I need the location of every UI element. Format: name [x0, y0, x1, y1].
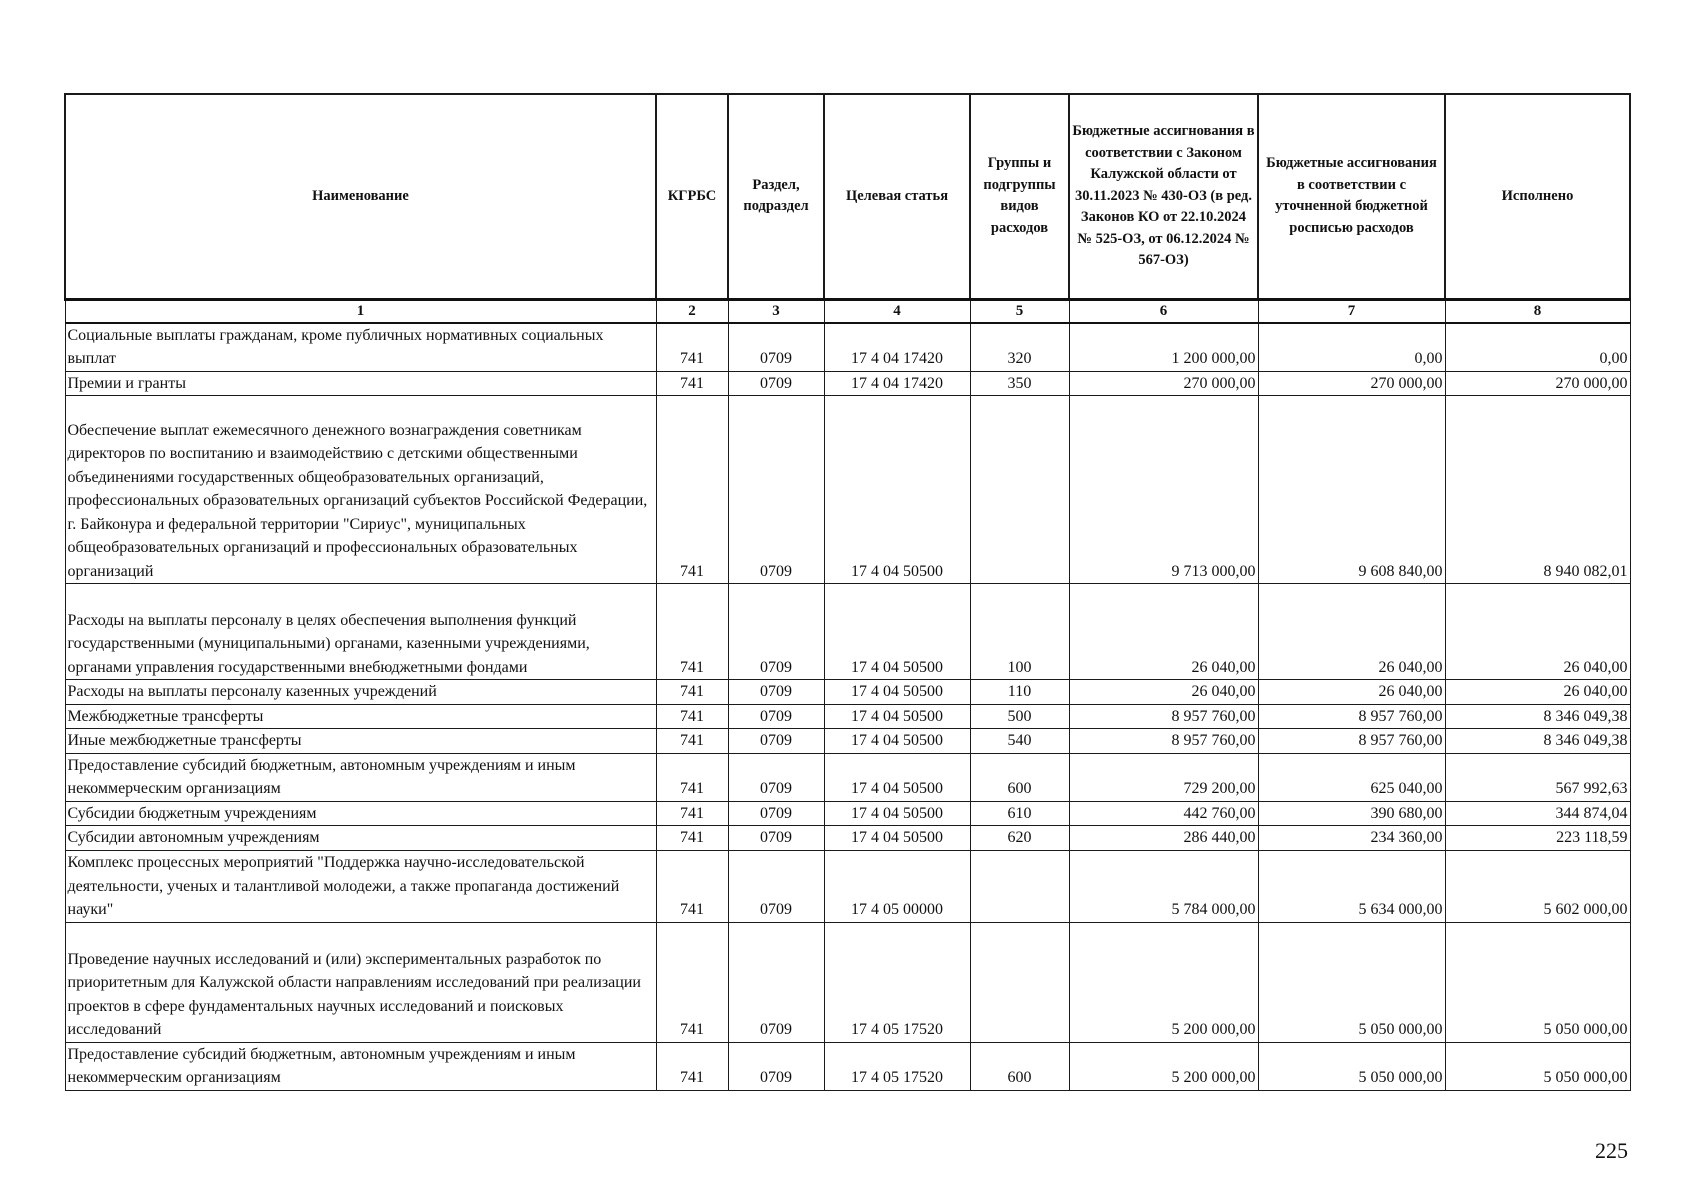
row-law-amount: 270 000,00	[1069, 371, 1258, 396]
row-group: 540	[970, 729, 1069, 754]
row-name: Субсидии бюджетным учреждениям	[65, 801, 656, 826]
row-section: 0709	[728, 922, 824, 1042]
table-row	[65, 396, 1630, 584]
row-section: 0709	[728, 584, 824, 680]
header-target: Целевая статья	[824, 94, 970, 299]
row-kgrbs: 741	[656, 850, 728, 922]
row-section: 0709	[728, 729, 824, 754]
row-kgrbs: 741	[656, 680, 728, 705]
row-refined-amount: 625 040,00	[1258, 753, 1445, 801]
row-target: 17 4 05 17520	[824, 922, 970, 1042]
row-executed-amount: 8 346 049,38	[1445, 704, 1630, 729]
row-executed-amount: 567 992,63	[1445, 753, 1630, 801]
header-section: Раздел, подраздел	[728, 94, 824, 299]
row-group	[970, 396, 1069, 584]
row-group: 320	[970, 323, 1069, 372]
budget-table	[64, 93, 1631, 1091]
table-body	[65, 299, 1630, 1090]
row-law-amount: 9 713 000,00	[1069, 396, 1258, 584]
row-target: 17 4 04 50500	[824, 396, 970, 584]
row-refined-amount: 26 040,00	[1258, 680, 1445, 705]
row-target: 17 4 04 50500	[824, 584, 970, 680]
row-kgrbs: 741	[656, 826, 728, 851]
row-refined-amount: 5 050 000,00	[1258, 922, 1445, 1042]
row-section: 0709	[728, 826, 824, 851]
row-section: 0709	[728, 680, 824, 705]
row-target: 17 4 04 17420	[824, 323, 970, 372]
row-executed-amount: 8 346 049,38	[1445, 729, 1630, 754]
row-executed-amount: 5 050 000,00	[1445, 1042, 1630, 1090]
row-law-amount: 1 200 000,00	[1069, 323, 1258, 372]
row-group: 600	[970, 753, 1069, 801]
row-name: Проведение научных исследований и (или) экспериментальных разработок по приоритетным для Калужской области направлениям исследований при реализации проектов в сфере фундаментальных научных исследований и поисковых исследований	[65, 922, 656, 1042]
row-section: 0709	[728, 850, 824, 922]
table-row	[65, 323, 1630, 372]
row-name: Премии и гранты	[65, 371, 656, 396]
row-law-amount: 5 200 000,00	[1069, 922, 1258, 1042]
row-target: 17 4 05 00000	[824, 850, 970, 922]
row-name: Предоставление субсидий бюджетным, автономным учреждениям и иным некоммерческим организациям	[65, 753, 656, 801]
table-row	[65, 371, 1630, 396]
row-target: 17 4 05 17520	[824, 1042, 970, 1090]
row-target: 17 4 04 50500	[824, 753, 970, 801]
table-row	[65, 922, 1630, 1042]
row-name: Обеспечение выплат ежемесячного денежного вознаграждения советникам директоров по воспитанию и взаимодействию с детскими общественными объединениями государственных общеобразовательных организаций, профессиональных образовательных организаций субъектов Российской Федерации, г. Байконура и федеральной территории "Сириус", муниципальных общеобразовательных организаций и профессиональных образовательных организаций	[65, 396, 656, 584]
table-row	[65, 801, 1630, 826]
row-refined-amount: 5 050 000,00	[1258, 1042, 1445, 1090]
row-refined-amount: 234 360,00	[1258, 826, 1445, 851]
row-law-amount: 729 200,00	[1069, 753, 1258, 801]
row-target: 17 4 04 50500	[824, 826, 970, 851]
table-row	[65, 680, 1630, 705]
row-refined-amount: 8 957 760,00	[1258, 704, 1445, 729]
row-executed-amount: 26 040,00	[1445, 680, 1630, 705]
table-row	[65, 704, 1630, 729]
row-executed-amount: 223 118,59	[1445, 826, 1630, 851]
header-law-allocations: Бюджетные ассигнования в соответствии с Законом Калужской области от 30.11.2023 № 430-ОЗ (в ред. Законов КО от 22.10.2024 № 525-ОЗ, от 06.12.2024 № 567-ОЗ)	[1069, 94, 1258, 299]
row-kgrbs: 741	[656, 922, 728, 1042]
table-row	[65, 729, 1630, 754]
column-number: 3	[728, 299, 824, 323]
row-group	[970, 922, 1069, 1042]
row-law-amount: 442 760,00	[1069, 801, 1258, 826]
column-number-row	[65, 299, 1630, 323]
row-section: 0709	[728, 323, 824, 372]
row-group: 620	[970, 826, 1069, 851]
row-kgrbs: 741	[656, 801, 728, 826]
header-name: Наименование	[65, 94, 656, 299]
row-group: 610	[970, 801, 1069, 826]
row-law-amount: 26 040,00	[1069, 584, 1258, 680]
row-section: 0709	[728, 1042, 824, 1090]
row-executed-amount: 8 940 082,01	[1445, 396, 1630, 584]
row-group: 500	[970, 704, 1069, 729]
table-row	[65, 584, 1630, 680]
row-refined-amount: 9 608 840,00	[1258, 396, 1445, 584]
row-refined-amount: 390 680,00	[1258, 801, 1445, 826]
row-kgrbs: 741	[656, 371, 728, 396]
row-section: 0709	[728, 704, 824, 729]
row-law-amount: 5 200 000,00	[1069, 1042, 1258, 1090]
table-row	[65, 753, 1630, 801]
row-group	[970, 850, 1069, 922]
row-kgrbs: 741	[656, 729, 728, 754]
row-kgrbs: 741	[656, 584, 728, 680]
table-row	[65, 826, 1630, 851]
row-law-amount: 8 957 760,00	[1069, 729, 1258, 754]
row-kgrbs: 741	[656, 396, 728, 584]
row-section: 0709	[728, 753, 824, 801]
table-row	[65, 850, 1630, 922]
row-name: Предоставление субсидий бюджетным, автономным учреждениям и иным некоммерческим организациям	[65, 1042, 656, 1090]
row-refined-amount: 5 634 000,00	[1258, 850, 1445, 922]
row-target: 17 4 04 50500	[824, 704, 970, 729]
row-name: Социальные выплаты гражданам, кроме публичных нормативных социальных выплат	[65, 323, 656, 372]
row-name: Расходы на выплаты персоналу казенных учреждений	[65, 680, 656, 705]
column-number: 7	[1258, 299, 1445, 323]
column-number: 6	[1069, 299, 1258, 323]
row-kgrbs: 741	[656, 704, 728, 729]
row-kgrbs: 741	[656, 1042, 728, 1090]
header-executed: Исполнено	[1445, 94, 1630, 299]
row-refined-amount: 8 957 760,00	[1258, 729, 1445, 754]
row-group: 110	[970, 680, 1069, 705]
row-section: 0709	[728, 801, 824, 826]
header-refined-allocations: Бюджетные ассигнования в соответствии с уточненной бюджетной росписью расходов	[1258, 94, 1445, 299]
row-law-amount: 5 784 000,00	[1069, 850, 1258, 922]
row-refined-amount: 270 000,00	[1258, 371, 1445, 396]
row-target: 17 4 04 17420	[824, 371, 970, 396]
row-name: Иные межбюджетные трансферты	[65, 729, 656, 754]
table-row	[65, 1042, 1630, 1090]
row-executed-amount: 5 602 000,00	[1445, 850, 1630, 922]
row-target: 17 4 04 50500	[824, 680, 970, 705]
row-group: 350	[970, 371, 1069, 396]
row-section: 0709	[728, 371, 824, 396]
column-number: 1	[65, 299, 656, 323]
row-kgrbs: 741	[656, 753, 728, 801]
row-name: Субсидии автономным учреждениям	[65, 826, 656, 851]
row-target: 17 4 04 50500	[824, 801, 970, 826]
row-kgrbs: 741	[656, 323, 728, 372]
row-executed-amount: 0,00	[1445, 323, 1630, 372]
row-group: 600	[970, 1042, 1069, 1090]
column-number: 2	[656, 299, 728, 323]
row-name: Расходы на выплаты персоналу в целях обеспечения выполнения функций государственными (муниципальными) органами, казенными учреждениями, органами управления государственными внебюджетными фондами	[65, 584, 656, 680]
row-refined-amount: 0,00	[1258, 323, 1445, 372]
row-name: Межбюджетные трансферты	[65, 704, 656, 729]
column-number: 4	[824, 299, 970, 323]
row-law-amount: 286 440,00	[1069, 826, 1258, 851]
page-number: 225	[1595, 1138, 1628, 1163]
row-name: Комплекс процессных мероприятий "Поддержка научно-исследовательской деятельности, ученых и талантливой молодежи, а также пропаганда достижений науки"	[65, 850, 656, 922]
column-number: 8	[1445, 299, 1630, 323]
header-groups: Группы и подгруппы видов расходов	[970, 94, 1069, 299]
row-executed-amount: 344 874,04	[1445, 801, 1630, 826]
row-refined-amount: 26 040,00	[1258, 584, 1445, 680]
column-number: 5	[970, 299, 1069, 323]
row-target: 17 4 04 50500	[824, 729, 970, 754]
row-section: 0709	[728, 396, 824, 584]
header-kgrbs: КГРБС	[656, 94, 728, 299]
row-group: 100	[970, 584, 1069, 680]
header-row	[65, 94, 1630, 299]
row-law-amount: 8 957 760,00	[1069, 704, 1258, 729]
row-executed-amount: 270 000,00	[1445, 371, 1630, 396]
row-executed-amount: 5 050 000,00	[1445, 922, 1630, 1042]
row-executed-amount: 26 040,00	[1445, 584, 1630, 680]
row-law-amount: 26 040,00	[1069, 680, 1258, 705]
